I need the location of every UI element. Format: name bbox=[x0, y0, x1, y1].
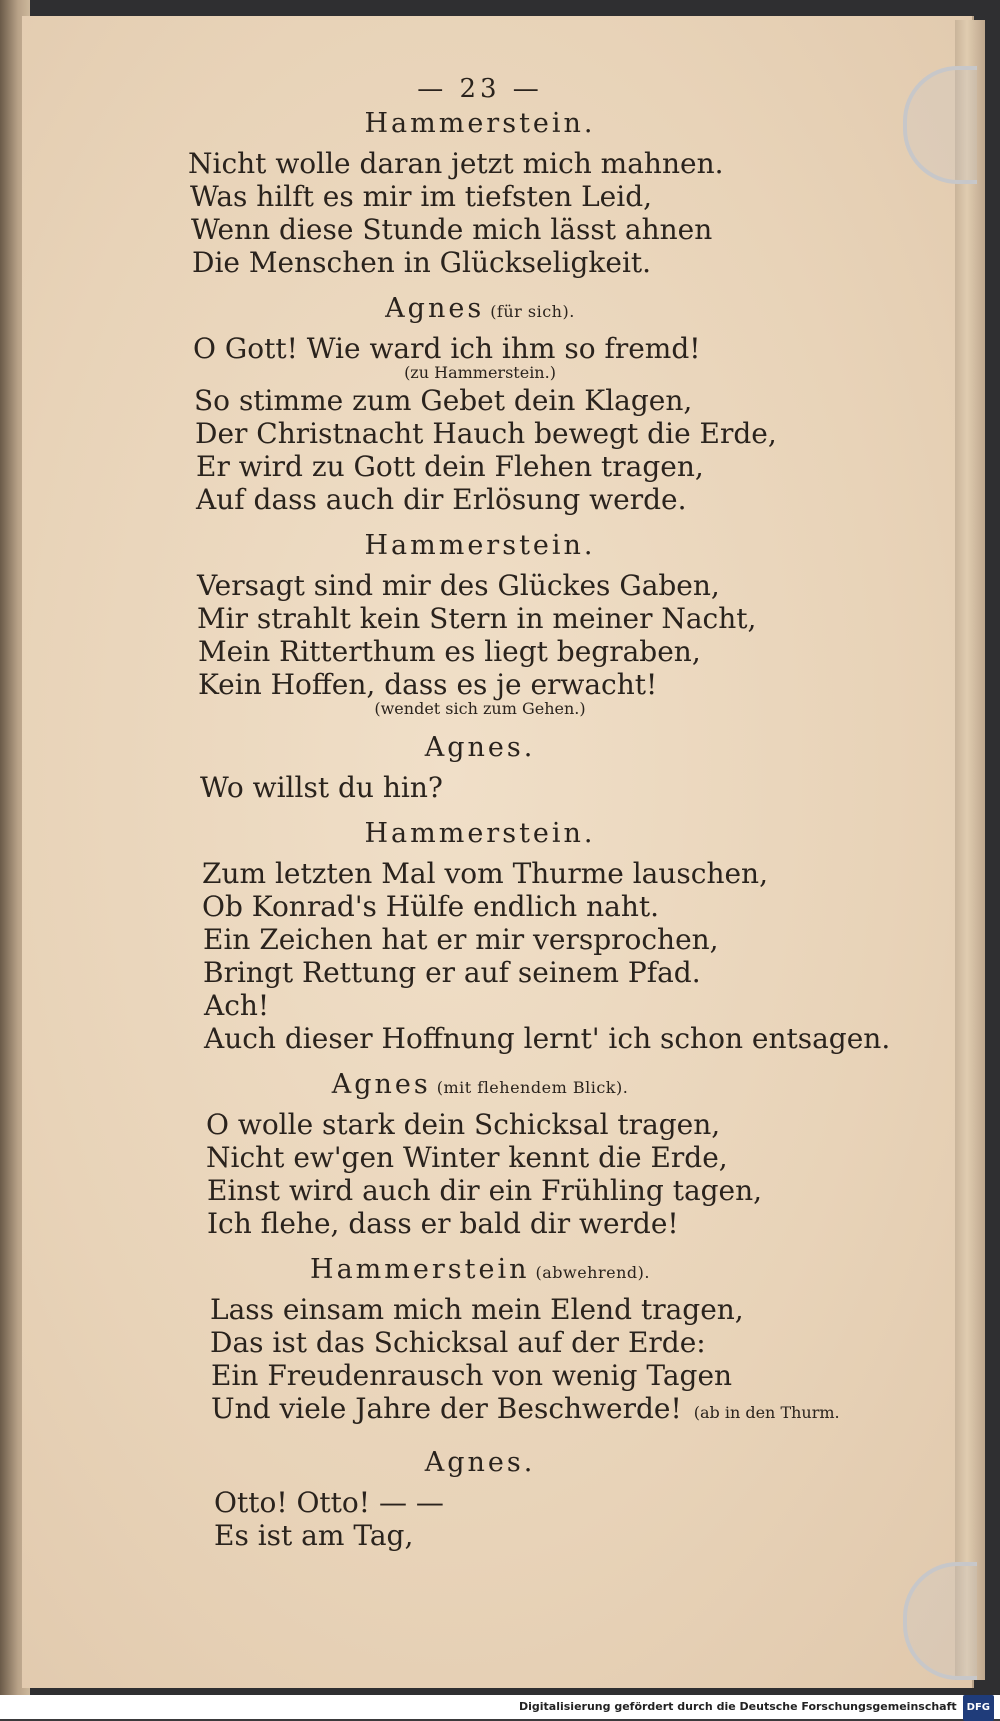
verse-line: Einst wird auch dir ein Frühling tagen, bbox=[207, 1174, 763, 1207]
page-stack-edge bbox=[955, 20, 985, 1680]
stage-direction: (abwehrend). bbox=[535, 1263, 650, 1282]
footer-text: Digitalisierung gefördert durch die Deutsche Forschungsgemeinschaft bbox=[518, 1700, 957, 1713]
verse-line: Der Christnacht Hauch bewegt die Erde, bbox=[195, 417, 777, 450]
speaker-name bbox=[200, 1447, 760, 1478]
dialogue-block bbox=[200, 1069, 920, 1240]
verse-line: Was hilft es mir im tiefsten Leid, bbox=[190, 180, 653, 213]
digitization-footer bbox=[0, 1695, 1000, 1719]
verse-line: Das ist das Schicksal auf der Erde: bbox=[210, 1326, 706, 1359]
speaker-label: Hammerstein. bbox=[364, 530, 596, 561]
verse-line: Er wird zu Gott dein Flehen tragen, bbox=[196, 450, 704, 483]
verse-line: Lass einsam mich mein Elend tragen, bbox=[210, 1293, 744, 1326]
verse-text: Und viele Jahre der Beschwerde! bbox=[211, 1392, 682, 1425]
verse-line: So stimme zum Gebet dein Klagen, bbox=[194, 384, 693, 417]
speaker-label: Agnes bbox=[385, 293, 485, 324]
verse-line: Zum letzten Mal vom Thurme lauschen, bbox=[202, 857, 768, 890]
verse-line: Ich flehe, dass er bald dir werde! bbox=[207, 1207, 679, 1240]
dialogue-block bbox=[188, 108, 920, 279]
verse-line: Mein Ritterthum es liegt begraben, bbox=[198, 635, 701, 668]
verse-line: Bringt Rettung er auf seinem Pfad. bbox=[203, 956, 701, 989]
verse-line: Es ist am Tag, bbox=[214, 1519, 414, 1552]
verse-line: O Gott! Wie ward ich ihm so fremd! bbox=[193, 332, 701, 365]
speaker-name bbox=[200, 293, 760, 324]
verse-line: Auf dass auch dir Erlösung werde. bbox=[196, 483, 687, 516]
speaker-name bbox=[200, 732, 760, 763]
speaker-name bbox=[200, 1069, 760, 1100]
verse-line: Auch dieser Hoffnung lernt' ich schon entsagen. bbox=[204, 1022, 891, 1055]
dialogue-block bbox=[193, 293, 920, 516]
verse-line: Nicht ew'gen Winter kennt die Erde, bbox=[206, 1141, 728, 1174]
verse-line: Versagt sind mir des Glückes Gaben, bbox=[197, 569, 720, 602]
speaker-label: Hammerstein. bbox=[364, 108, 596, 139]
dialogue-block bbox=[200, 1254, 920, 1429]
verse-line: Kein Hoffen, dass es je erwacht! bbox=[198, 668, 658, 701]
verse-line: Wenn diese Stunde mich lässt ahnen bbox=[191, 213, 713, 246]
speaker-name bbox=[200, 530, 760, 561]
page-text bbox=[188, 74, 920, 1552]
verse-line: Ach! bbox=[204, 989, 270, 1022]
verse-line: Mir strahlt kein Stern in meiner Nacht, bbox=[197, 602, 757, 635]
verse-line: Ein Zeichen hat er mir versprochen, bbox=[203, 923, 719, 956]
verse-line: Nicht wolle daran jetzt mich mahnen. bbox=[188, 147, 724, 180]
speaker-label: Agnes bbox=[331, 1069, 431, 1100]
dialogue-block bbox=[200, 818, 920, 1055]
stage-direction: (wendet sich zum Gehen.) bbox=[374, 699, 586, 718]
verse-line: Wo willst du hin? bbox=[200, 771, 443, 804]
verse-line bbox=[211, 1392, 920, 1429]
dfg-logo: DFG bbox=[963, 1695, 994, 1721]
dialogue-block bbox=[200, 732, 920, 804]
stage-direction: (zu Hammerstein.) bbox=[404, 363, 556, 382]
verse-line: Die Menschen in Glückseligkeit. bbox=[192, 246, 652, 279]
speaker-name bbox=[200, 818, 760, 849]
speaker-name bbox=[200, 108, 760, 139]
speaker-label: Hammerstein bbox=[310, 1254, 530, 1285]
dialogue-block bbox=[197, 530, 920, 718]
verse-line: Otto! Otto! — — bbox=[214, 1486, 444, 1519]
speaker-label: Agnes. bbox=[424, 1447, 536, 1478]
dialogue-block bbox=[200, 1447, 920, 1552]
speaker-label: Agnes. bbox=[424, 732, 536, 763]
verse-line: Ein Freudenrausch von wenig Tagen bbox=[211, 1359, 733, 1392]
page-number: — 23 — bbox=[417, 74, 543, 104]
stage-direction: (ab in den Thurm. bbox=[693, 1403, 840, 1422]
speaker-label: Hammerstein. bbox=[364, 818, 596, 849]
stage-direction: (für sich). bbox=[490, 302, 575, 321]
verse-line: O wolle stark dein Schicksal tragen, bbox=[206, 1108, 721, 1141]
stage-direction: (mit flehendem Blick). bbox=[436, 1078, 629, 1097]
verse-line: Ob Konrad's Hülfe endlich naht. bbox=[202, 890, 660, 923]
speaker-name bbox=[200, 1254, 760, 1285]
